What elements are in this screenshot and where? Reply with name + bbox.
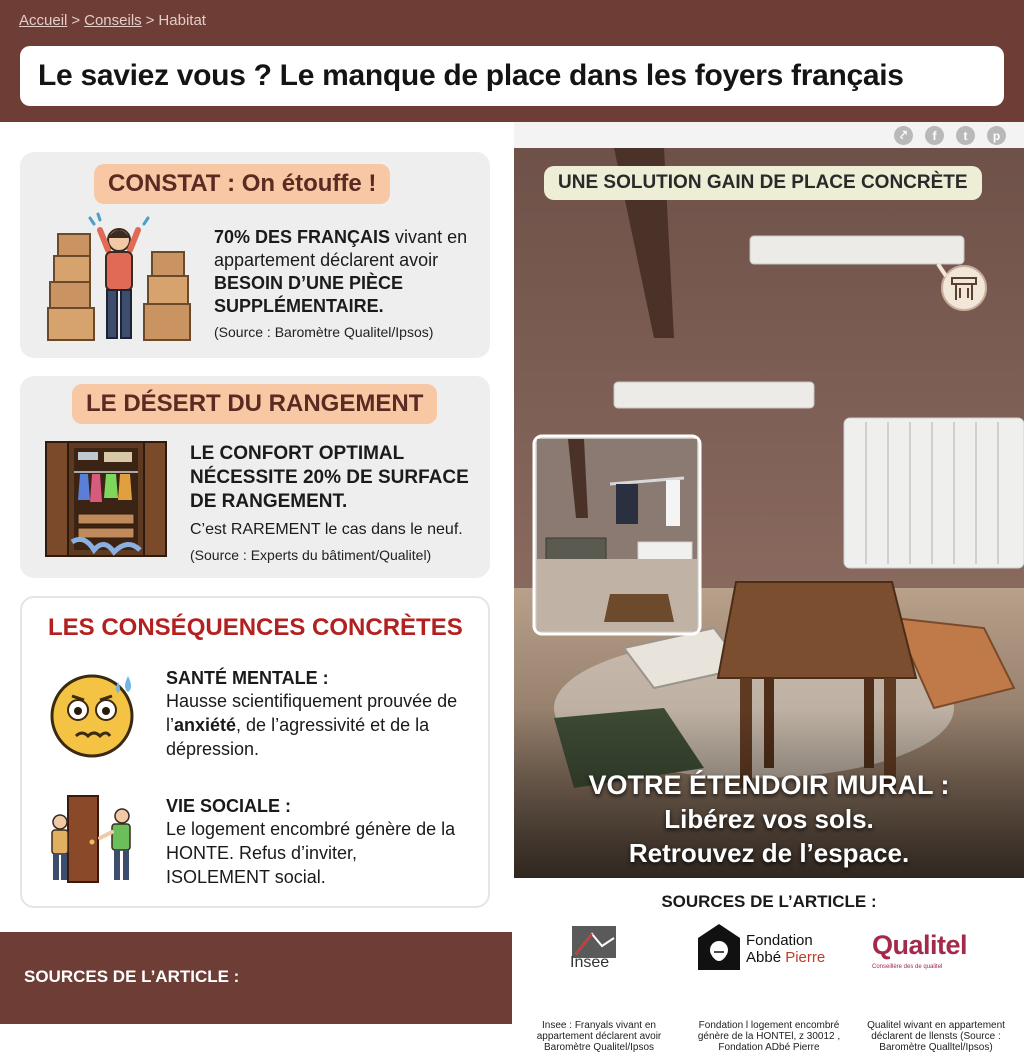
facebook-icon[interactable]: f <box>925 126 944 145</box>
breadcrumb-separator: > <box>71 12 81 29</box>
header-band <box>0 0 1024 122</box>
twitter-icon[interactable]: t <box>956 126 975 145</box>
abbe-logo-abbe: Abbé <box>746 949 782 966</box>
sante-body-bold: anxiété <box>174 715 237 735</box>
qualitel-logo-text: Qualitel <box>872 930 968 960</box>
sante-title: SANTÉ MENTALE : <box>166 668 329 688</box>
abbe-logo-text <box>746 932 825 966</box>
constat-source: (Source : Baromètre Qualitel/Ipsos) <box>214 324 434 340</box>
breadcrumb <box>19 12 206 29</box>
share-icon[interactable]: ⤤ <box>894 126 913 145</box>
abbe-pierre-logo-icon <box>696 922 742 972</box>
breadcrumb-conseils-link[interactable]: Conseils <box>84 12 142 29</box>
share-bar <box>514 122 1024 148</box>
stressed-person-boxes-icon <box>44 216 194 346</box>
qualitel-tagline: Conseillère des de qualitel <box>872 964 943 970</box>
breadcrumb-current: Habitat <box>158 12 206 29</box>
photo-caption-line3: Retrouvez de l’espace. <box>628 838 910 868</box>
share-icons <box>894 126 1006 145</box>
social-body: Le logement encombré génère de la HONTE. Refus d’inviter, ISOLEMENT social. <box>166 819 456 887</box>
constat-text <box>214 226 482 344</box>
rangement-source: (Source : Experts du bâtiment/Qualitel) <box>190 547 432 563</box>
solution-banner: UNE SOLUTION GAIN DE PLACE CONCRÈTE <box>544 166 982 200</box>
social-block <box>166 796 476 889</box>
closed-door-people-icon <box>48 792 144 888</box>
left-column <box>0 122 512 932</box>
pinterest-icon[interactable]: p <box>987 126 1006 145</box>
sante-body-before: Hausse scientifiquement prouvée de l’ <box>166 691 458 735</box>
consequences-card <box>20 596 490 908</box>
rangement-card <box>20 376 490 578</box>
constat-stat: 70% DES FRANÇAIS <box>214 227 391 247</box>
room-illustration <box>514 148 1024 878</box>
sources-title: SOURCES DE L’ARTICLE : <box>661 892 877 911</box>
sources-band-left <box>0 932 512 1024</box>
constat-need: BESOIN D’UNE PIÈCE SUPPLÉMENTAIRE. <box>214 273 404 316</box>
breadcrumb-separator: > <box>145 12 155 29</box>
qualitel-caption: Qualitel wivant en appartement déclarent de llensts (Source : Baromètre Qualltel/Ipsos) <box>867 1020 1005 1053</box>
sources-label-left: SOURCES DE L’ARTICLE : <box>24 967 240 986</box>
abbe-logo-pierre: Pierre <box>785 949 826 966</box>
rangement-heading: LE DÉSERT DU RANGEMENT <box>72 384 437 424</box>
constat-heading: CONSTAT : On étouffe ! <box>94 164 390 204</box>
sources-panel <box>514 878 1024 1053</box>
social-title: VIE SOCIALE : <box>166 796 292 816</box>
title-box <box>20 46 1004 106</box>
photo-caption-title: VOTRE ÉTENDOIR MURAL : <box>588 770 950 800</box>
insee-logo-text: Insee <box>570 954 610 971</box>
sante-body <box>166 689 476 761</box>
consequences-heading: LES CONSÉQUENCES CONCRÈTES <box>48 614 463 641</box>
page-title: Le saviez vous ? Le manque de place dans les foyers français <box>38 59 904 92</box>
constat-card <box>20 152 490 358</box>
messy-wardrobe-icon <box>44 438 168 560</box>
sante-body-after: , de l’agressivité et de la dépression. <box>166 715 430 759</box>
rangement-statement: LE CONFORT OPTIMAL NÉCESSITE 20% DE SURFACE DE RANGEMENT. <box>190 443 469 512</box>
rangement-text <box>190 442 480 567</box>
anxious-face-icon <box>48 668 140 760</box>
breadcrumb-home-link[interactable]: Accueil <box>19 12 68 29</box>
rangement-note: C’est RAREMENT le cas dans le neuf. <box>190 521 463 538</box>
sante-block <box>166 668 476 761</box>
abbe-logo-line1: Fondation <box>746 932 813 949</box>
photo-caption-line2: Libérez vos sols. <box>664 804 874 834</box>
constat-text-part: vivant en appartement déclarent avoir <box>214 227 468 270</box>
abbe-caption: Fondation l logement encombré génère de la HONTEl, z 30012 , Fondation ADbé Pierre <box>697 1020 841 1053</box>
insee-caption: Insee : Franyals vivant en appartement déclarent avoir Baromètre Qualitel/Ipsos <box>536 1020 662 1053</box>
room-photo <box>514 148 1024 878</box>
